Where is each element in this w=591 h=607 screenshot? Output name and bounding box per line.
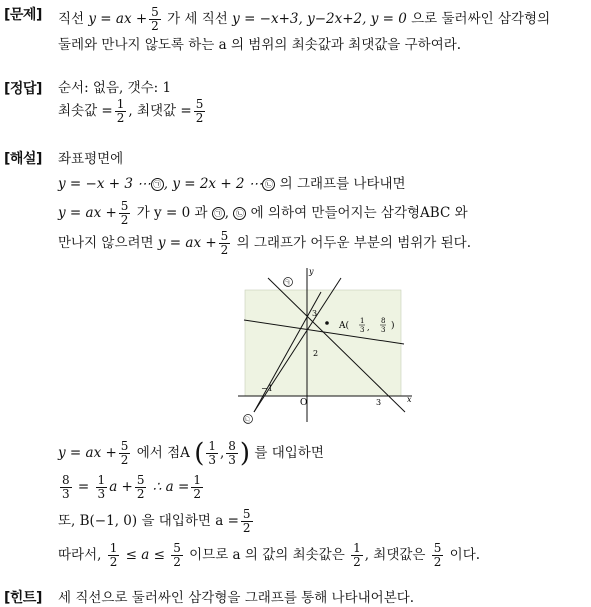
tick-3-y: 3 bbox=[312, 309, 318, 318]
svg-text:,: , bbox=[367, 323, 370, 332]
svg-text:3: 3 bbox=[360, 326, 365, 334]
y-axis-label: y bbox=[309, 267, 314, 276]
svg-text:8: 8 bbox=[381, 317, 386, 325]
solution-line-2: y = −x + 3 ⋯ ㉠ , y = 2x + 2 ⋯ ㉡ 의 그래프를 나타내면 bbox=[58, 176, 406, 192]
solution-label: [해설] bbox=[4, 151, 42, 167]
circled-2-icon: ㉡ bbox=[262, 178, 275, 191]
tick-2: 2 bbox=[313, 349, 319, 358]
solution-line-1: 좌표평면에 bbox=[58, 151, 124, 167]
solution-line-4: 만나지 않으려면 y = ax + $\frac{5}{2}$ 의 그래프가 어두운 부분의 범위가 된다. bbox=[58, 229, 472, 257]
problem-line-1: 직선 y = ax + $\frac{5}{2}$ 가 세 직선 y = −x+3, y−2x+2, y = 0 으로 둘러싸인 삼각형의 bbox=[58, 5, 551, 33]
tick-neg1: −1 bbox=[261, 384, 273, 393]
circled-1-label: ㉠ bbox=[284, 280, 291, 287]
svg-text:): ) bbox=[391, 321, 395, 331]
solution-line-8: 따라서, $\frac{1}{2}$ ≤ a ≤ $\frac{5}{2}$ 이므로 a 의 값의 최솟값은 $\frac{1}{2}$ , 최댓값은 $\frac{5}{2}$ 이다. bbox=[58, 541, 481, 569]
tick-3-x: 3 bbox=[376, 398, 382, 407]
solution-line-6: $\frac{8}{3}$ = $\frac{1}{3}$ a + $\frac{5}{2}$ ∴ a = $\frac{1}{2}$ bbox=[62, 473, 201, 501]
answer-line-1: 순서: 없음, 갯수: 1 bbox=[58, 80, 172, 96]
problem-label: [문제] bbox=[4, 7, 42, 23]
point-a bbox=[325, 321, 329, 325]
problem-line-2: 둘레와 만나지 않도록 하는 a 의 범위의 최솟값과 최댓값을 구하여라. bbox=[58, 37, 462, 53]
x-axis-label: x bbox=[407, 395, 412, 404]
hint-label: [힌트] bbox=[4, 590, 42, 606]
solution-line-3: y = ax + $\frac{5}{2}$ 가 y = 0 과 ㉠ , ㉡ 에 의하여 만들어지는 삼각형ABC 와 bbox=[58, 199, 468, 227]
solution-line-5: y = ax + $\frac{5}{2}$ 에서 점A ( $\frac{1}{3}$ , $\frac{8}{3}$ ) 를 대입하면 bbox=[58, 438, 324, 469]
circled-2-label: ㉡ bbox=[244, 417, 251, 424]
hint-text: 세 직선으로 둘러싸인 삼각형을 그래프를 통해 나타내어본다. bbox=[58, 590, 415, 606]
point-a-label: A( bbox=[339, 321, 350, 331]
coordinate-graph bbox=[236, 262, 416, 424]
circled-1-icon: ㉠ bbox=[151, 178, 164, 191]
svg-text:3: 3 bbox=[381, 326, 386, 334]
svg-text:1: 1 bbox=[360, 317, 365, 325]
solution-line-7: 또, B(−1, 0) 을 대입하면 a = $\frac{5}{2}$ bbox=[58, 507, 251, 535]
answer-line-2: 최솟값 = $\frac{1}{2}$ , 최댓값 = $\frac{5}{2}$ bbox=[58, 97, 204, 125]
answer-label: [정답] bbox=[4, 81, 42, 97]
fraction: $\frac{5}{2}$ bbox=[151, 5, 159, 33]
origin-label: O bbox=[300, 398, 308, 408]
